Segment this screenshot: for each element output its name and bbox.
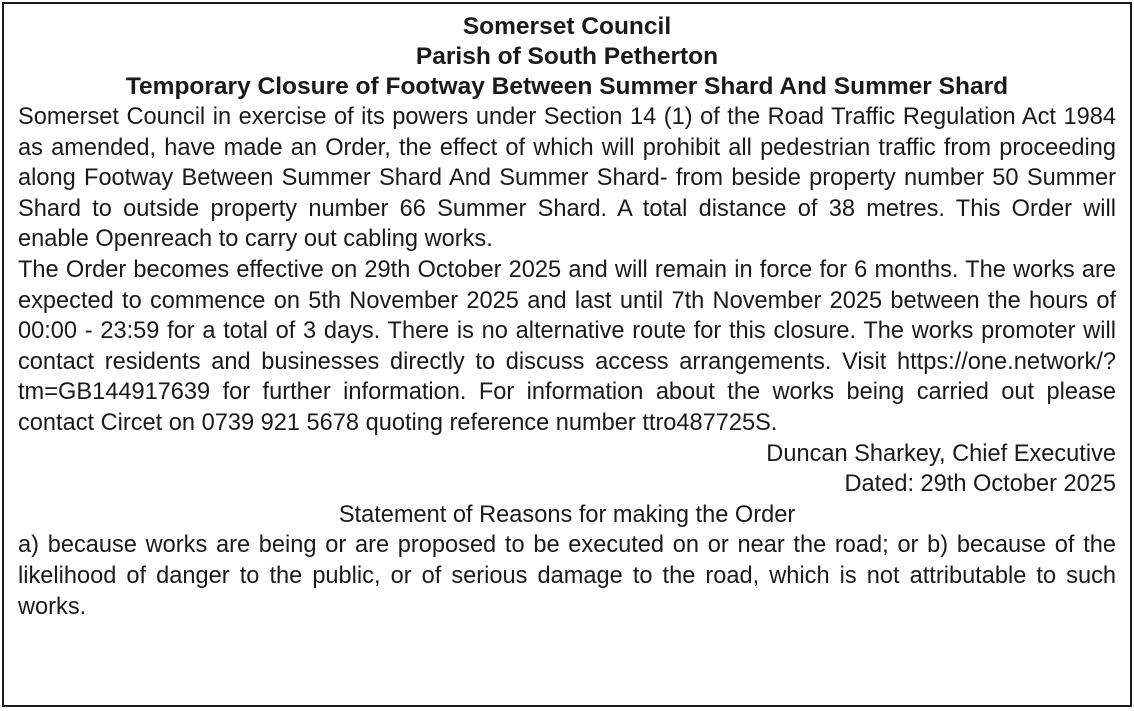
council-name: Somerset Council (462, 13, 672, 40)
public-notice (2, 2, 1132, 707)
notice-header (18, 12, 1116, 102)
order-paragraph: Somerset Council in exercise of its powers under Section 14 (1) of the Road Traffic Regulation Act 1984 as amended, have made an Order, the effect of which will prohibit all pedestrian traffic from proceeding along Footway Between Summer Shard And Summer Shard- from beside property number 50 Summer Shard to outside property number 66 Summer Shard. A total distance of 38 metres. This Order will enable Openreach to carry out cabling works. (18, 104, 1116, 253)
parish-name: Parish of South Petherton (415, 43, 719, 70)
reasons-text: a) because works are being or are proposed to be executed on or near the road; or b) because of the likelihood of danger to the public, or of serious damage to the road, which is not attributable to such works. (18, 532, 1116, 620)
dated-line: Dated: 29th October 2025 (844, 471, 1116, 498)
notice-title: Temporary Closure of Footway Between Summer Shard And Summer Shard (125, 73, 1009, 100)
effective-paragraph: The Order becomes effective on 29th October 2025 and will remain in force for 6 months. The works are expected to commence on 5th November 2025 and last until 7th November 2025 between the hours of 00:00 - 23:59 for a total of 3 days. There is no alternative route for this closure. The works promoter will contact residents and businesses directly to discuss access arrangements. Visit https://one.network/?tm=GB144917639 for further information. For information about the works being carried out please contact Circet on 0739 921 5678 quoting reference number ttro487725S. (18, 256, 1116, 436)
signatory: Duncan Sharkey, Chief Executive (766, 440, 1116, 467)
reasons-heading: Statement of Reasons for making the Order (338, 501, 796, 528)
